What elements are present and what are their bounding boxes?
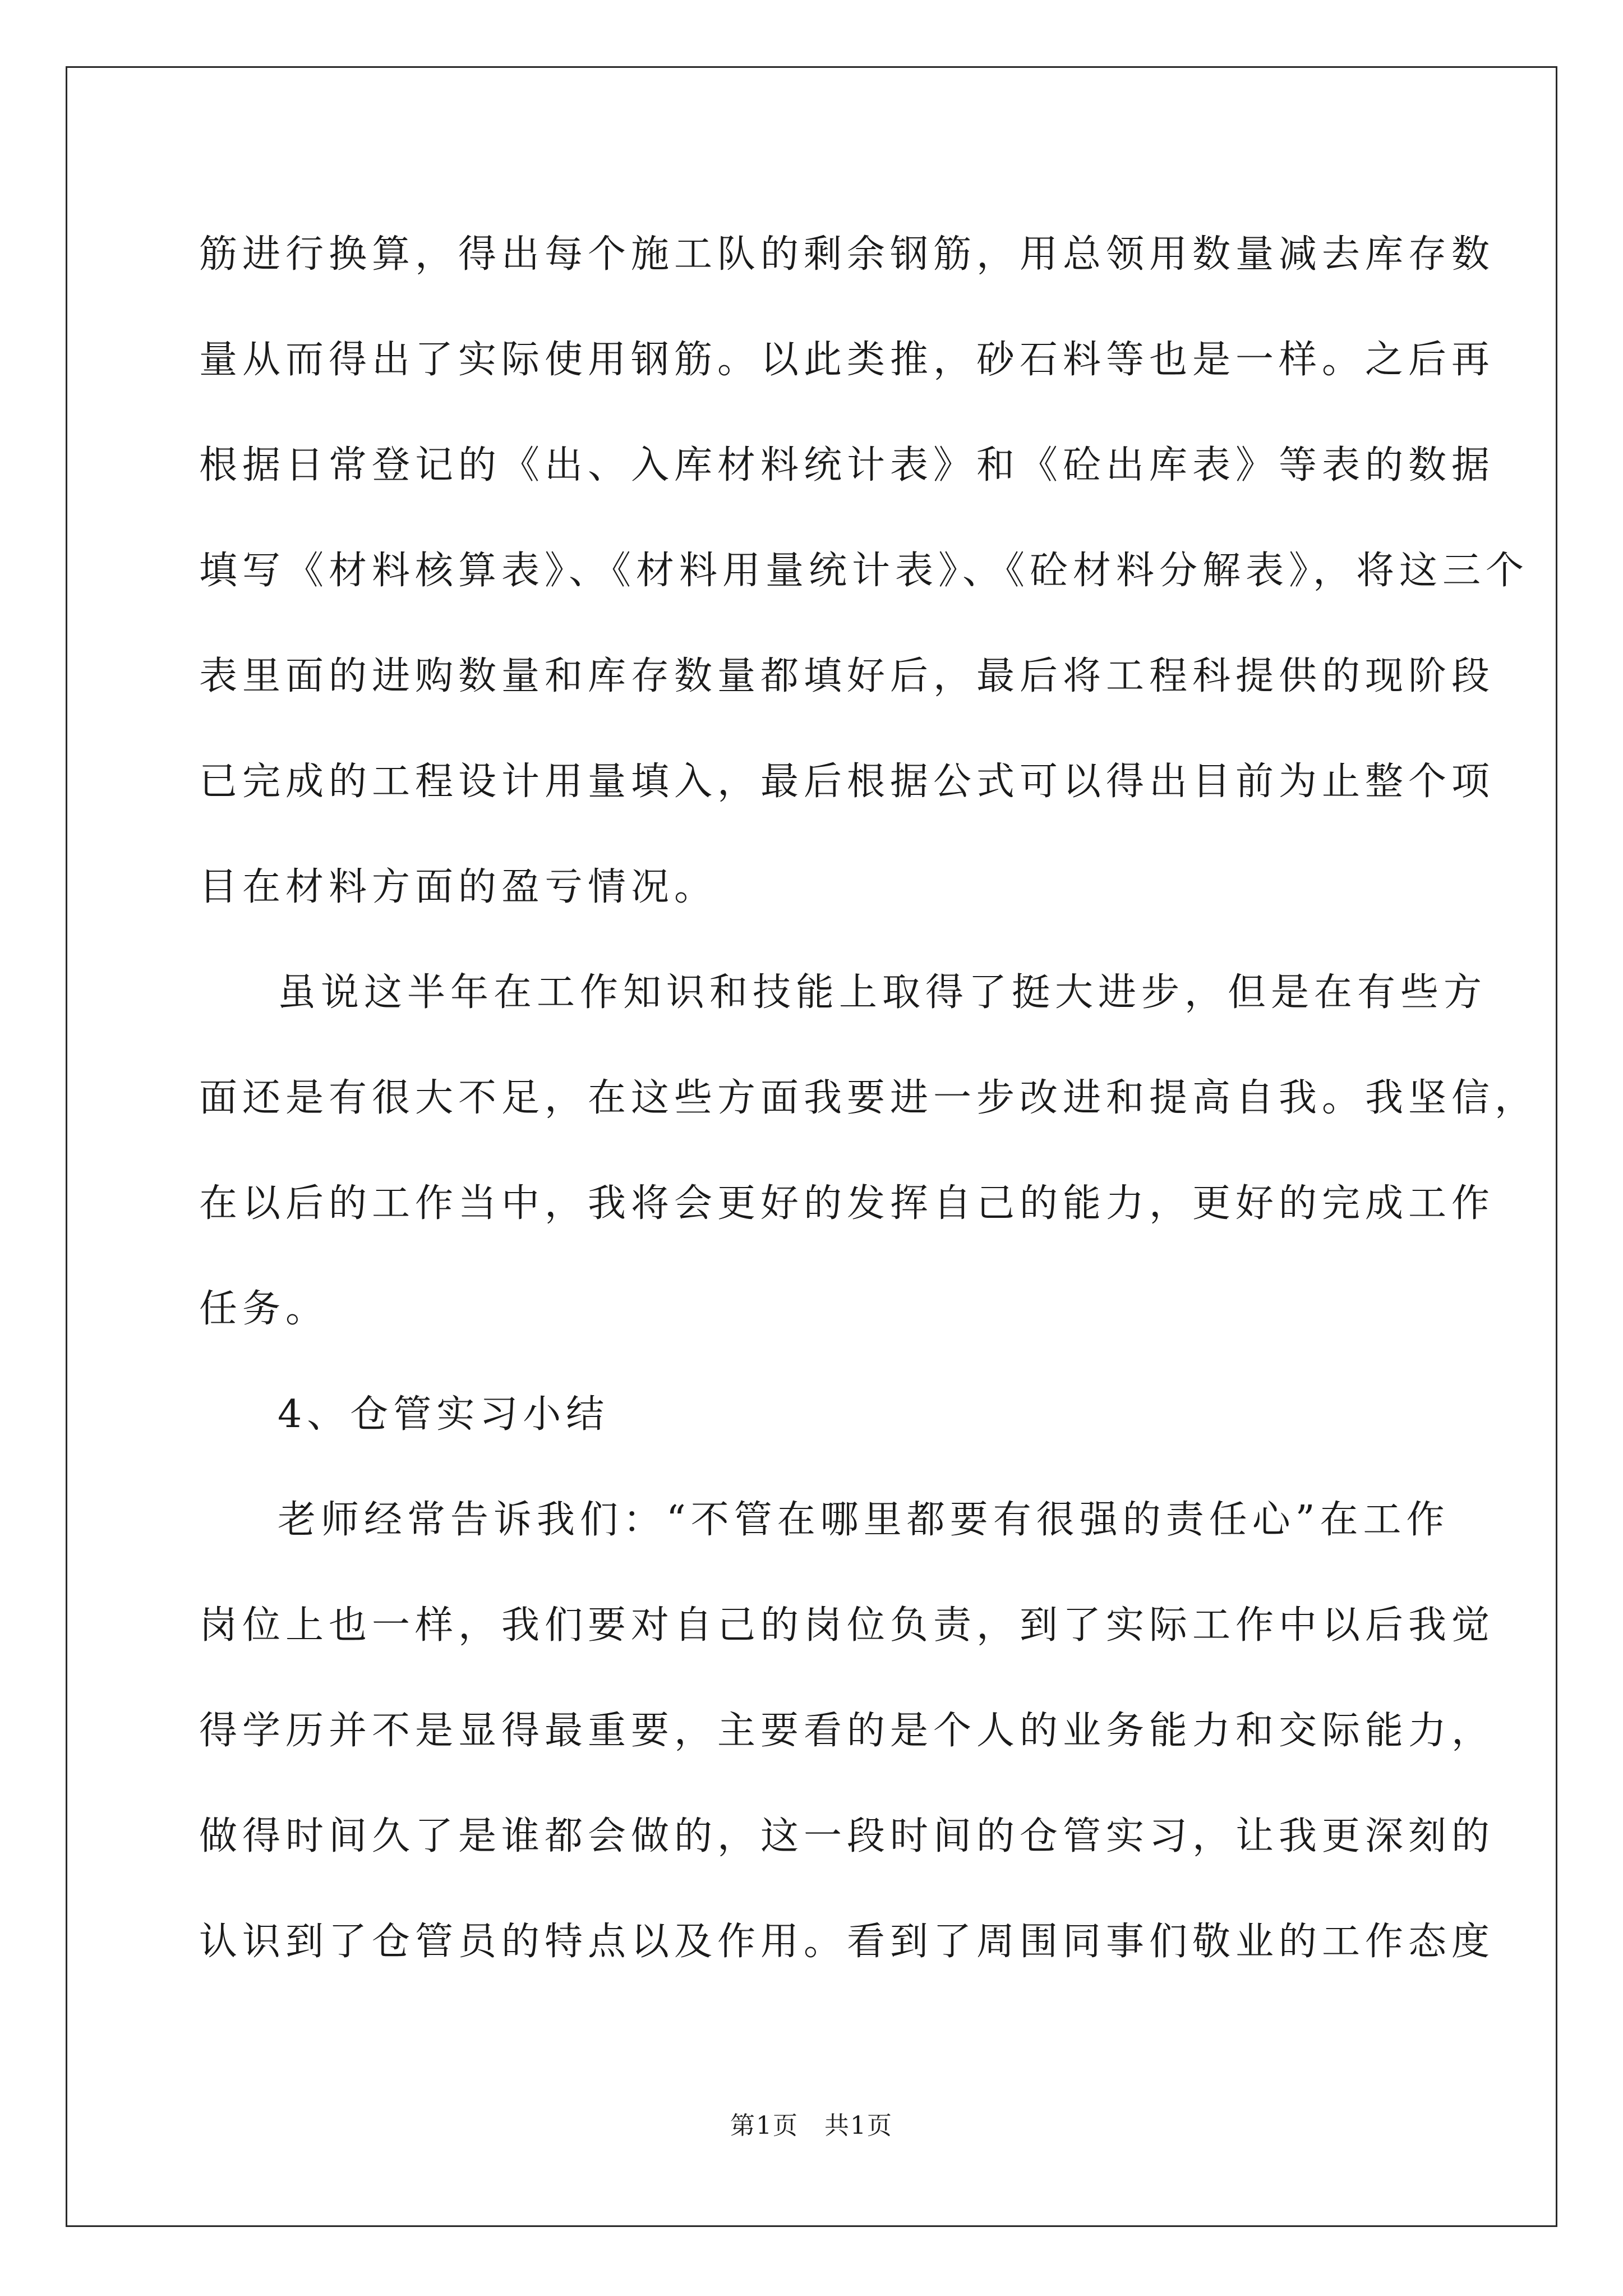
body-line: 量从而得出了实际使用钢筋。以此类推，砂石料等也是一样。之后再 [199,338,1495,382]
body-line: 得学历并不是显得最重要，主要看的是个人的业务能力和交际能力， [199,1709,1495,1753]
body-line: 任务。 [199,1287,329,1331]
body-line: 认识到了仓管员的特点以及作用。看到了周围同事们敬业的工作态度 [199,1920,1495,1964]
body-line: 筋进行换算，得出每个施工队的剩余钢筋，用总领用数量减去库存数 [199,232,1495,277]
body-line: 目在材料方面的盈亏情况。 [199,865,718,909]
section-heading: 4、仓管实习小结 [278,1392,610,1437]
body-line: 虽说这半年在工作知识和技能上取得了挺大进步，但是在有些方 [278,970,1487,1015]
body-line: 表里面的进购数量和库存数量都填好后，最后将工程科提供的现阶段 [199,654,1495,698]
body-line: 根据日常登记的《出、入库材料统计表》和《砼出库表》等表的数据 [199,443,1495,487]
body-line: 填写《材料核算表》、《材料用量统计表》、《砼材料分解表》，将这三个 [199,549,1529,593]
body-line: 岗位上也一样，我们要对自己的岗位负责，到了实际工作中以后我觉 [199,1603,1495,1648]
body-line: 在以后的工作当中，我将会更好的发挥自己的能力，更好的完成工作 [199,1181,1495,1226]
body-line: 做得时间久了是谁都会做的，这一段时间的仓管实习，让我更深刻的 [199,1814,1495,1858]
body-line: 老师经常告诉我们：“不管在哪里都要有很强的责任心”在工作 [278,1498,1450,1542]
body-line: 已完成的工程设计用量填入，最后根据公式可以得出目前为止整个项 [199,760,1495,804]
page-border [66,66,1557,2227]
body-line: 面还是有很大不足，在这些方面我要进一步改进和提高自我。我坚信， [199,1076,1538,1120]
page-footer: 第1页 共1页 [730,2111,893,2140]
